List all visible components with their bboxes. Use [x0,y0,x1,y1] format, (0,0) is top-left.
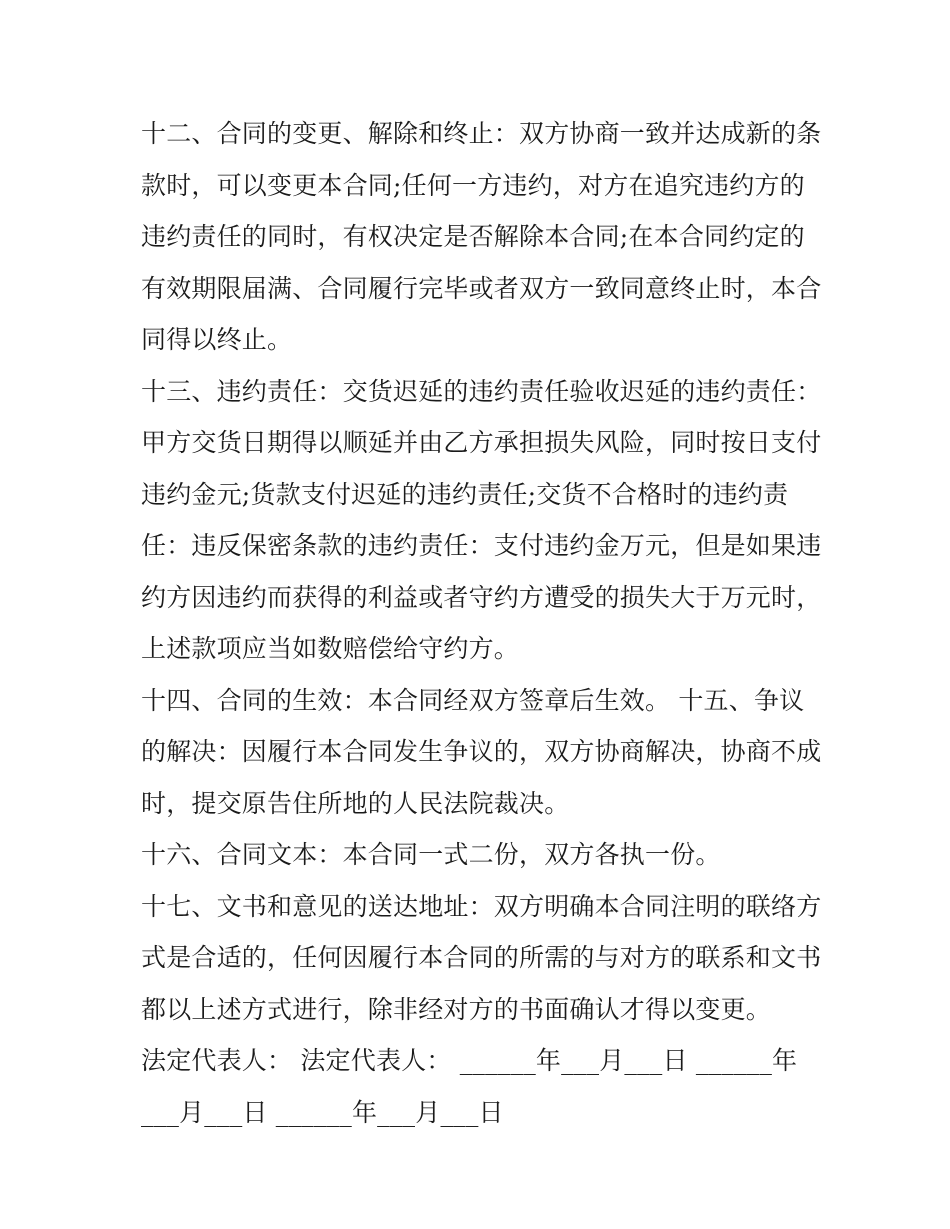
text-line: 十六、合同文本：本合同一式二份，双方各执一份。 [141,840,721,869]
text-line: 甲方交货日期得以顺延并由乙方承担损失风险，同时按日支付 [141,428,822,457]
text-line: 的解决：因履行本合同发生争议的，双方协商解决，协商不成 [141,737,822,766]
contract-text [141,108,821,1138]
text-line: 约方因违约而获得的利益或者守约方遭受的损失大于万元时， [141,582,822,612]
text-line: 十二、合同的变更、解除和终止：双方协商一致并达成新的条 [141,119,822,148]
text-line: 违约金元;货款支付迟延的违约责任;交货不合格时的违约责 [141,479,789,509]
text-line: 款时，可以变更本合同;任何一方违约，对方在追究违约方的 [141,170,805,200]
text-line: 十七、文书和意见的送达地址：双方明确本合同注明的联络方 [141,891,822,921]
text-line: 十四、合同的生效：本合同经双方签章后生效。 十五、争议 [141,685,805,715]
text-line: 都以上述方式进行，除非经对方的书面确认才得以变更。 [141,994,772,1024]
text-line: 同得以终止。 [141,325,293,354]
text-line: 时，提交原告住所地的人民法院裁决。 [141,788,570,818]
signature-line: ___月___日 ______年___月___日 [141,1097,504,1127]
text-line: 有效期限届满、合同履行完毕或者双方一致同意终止时，本合 [141,273,822,303]
text-line: 式是合适的，任何因履行本合同的所需的与对方的联系和文书 [141,943,822,972]
text-line: 任：违反保密条款的违约责任：支付违约金万元，但是如果违 [141,531,822,560]
text-line: 上述款项应当如数赔偿给守约方。 [141,634,520,663]
signature-line: 法定代表人： 法定代表人： ______年___月___日 ______年 [141,1046,798,1075]
text-line: 违约责任的同时，有权决定是否解除本合同;在本合同约定的 [141,222,805,251]
text-line: 十三、违约责任：交货迟延的违约责任验收迟延的违约责任： [141,376,822,406]
